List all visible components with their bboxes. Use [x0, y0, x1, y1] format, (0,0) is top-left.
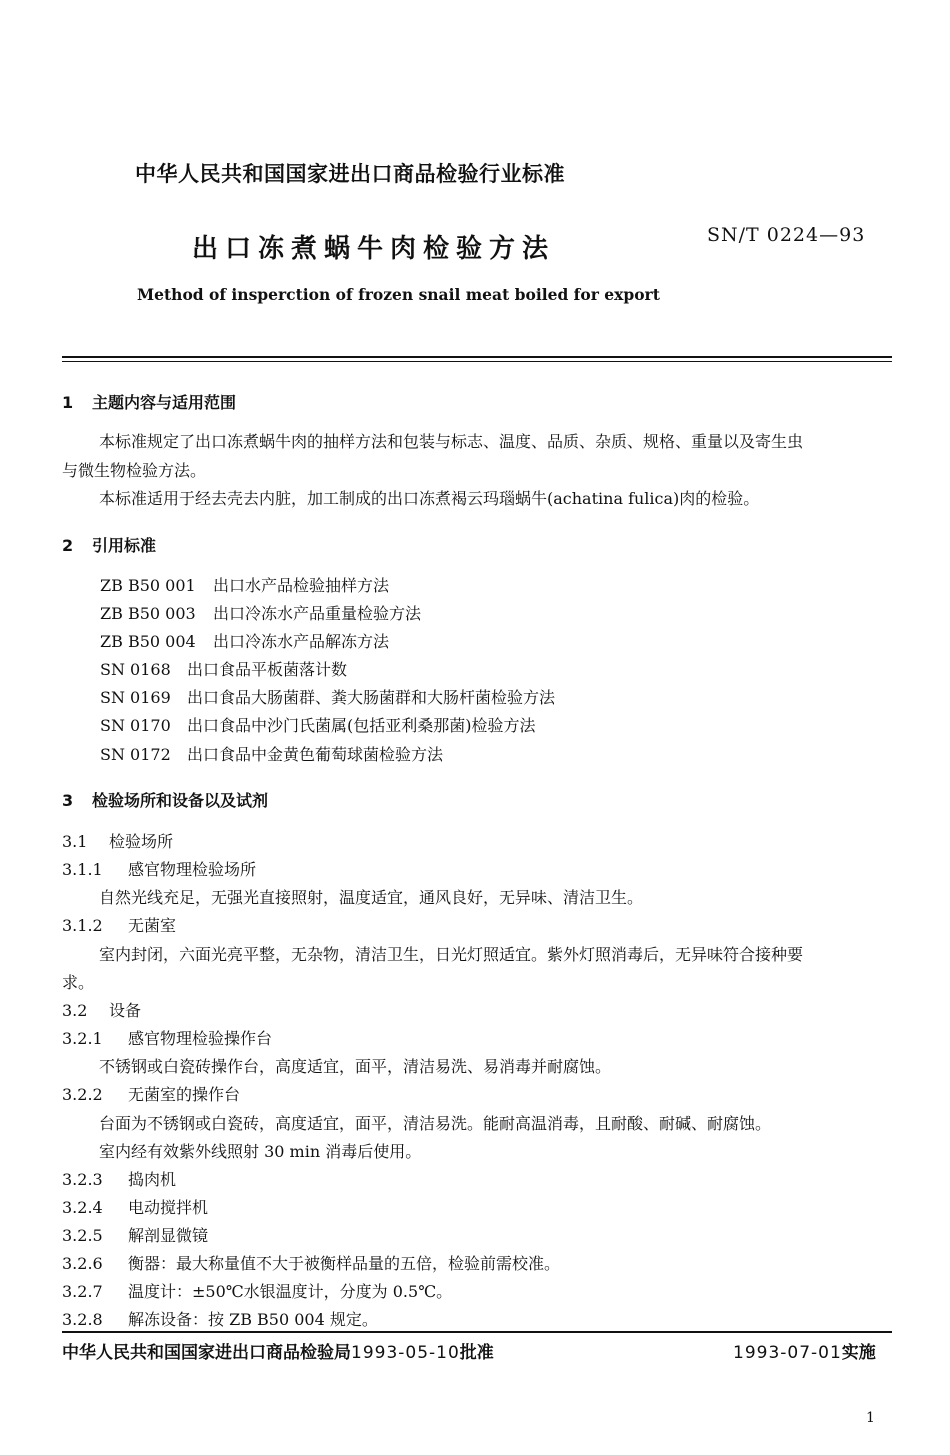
issuing-bureau: 中华人民共和国国家进出口商品检验局	[62, 1343, 351, 1363]
clause-3-1-1-text: 自然光线充足，无强光直接照射，温度适宜，通风良好，无异味、清洁卫生。	[99, 888, 644, 907]
clause-3-1-2-text-line-2: 求。	[62, 973, 95, 992]
reference-code: SN 0168	[100, 660, 171, 679]
clause-title: 电动搅拌机	[128, 1198, 209, 1217]
clause-title: 无菌室的操作台	[128, 1085, 241, 1104]
document-title: 出口冻煮蜗牛肉检验方法	[192, 234, 556, 264]
header-divider-thick	[62, 356, 892, 358]
clause-3-2-4	[62, 1195, 208, 1218]
section-title: 主题内容与适用范围	[92, 393, 237, 412]
section-number: 3	[62, 791, 74, 810]
standard-number: SN/T 0224—93	[707, 224, 866, 246]
page-number: 1	[866, 1410, 875, 1426]
clause-3-1-2-text-line-1: 室内封闭，六面光亮平整，无杂物，清洁卫生，日光灯照适宜。紫外灯照消毒后，无异味符合接种要	[99, 945, 804, 964]
section-1-paragraph-2: 本标准适用于经去壳去内脏，加工制成的出口冻煮褐云玛瑙蜗牛(achatina fulica)肉的检验。	[99, 489, 760, 508]
issuing-authority-header: 中华人民共和国国家进出口商品检验行业标准	[135, 162, 565, 186]
clause-number: 3.2.5	[62, 1226, 103, 1245]
clause-3-2-3	[62, 1167, 176, 1190]
clause-title: 设备	[109, 1001, 142, 1020]
section-number: 2	[62, 536, 74, 555]
clause-number: 3.2	[62, 1001, 88, 1020]
clause-3-2	[62, 998, 141, 1021]
clause-title: 衡器：最大称量值不大于被衡样品量的五倍，检验前需校准。	[128, 1254, 561, 1273]
reference-item	[100, 742, 443, 765]
clause-3-1-2	[62, 913, 176, 936]
clause-3-2-2-text-1: 台面为不锈钢或白瓷砖，高度适宜，面平，清洁易洗。能耐高温消毒，且耐酸、耐碱、耐腐蚀。	[99, 1114, 772, 1133]
clause-number: 3.2.4	[62, 1198, 103, 1217]
reference-name: 出口食品大肠菌群、粪大肠菌群和大肠杆菌检验方法	[187, 688, 556, 707]
reference-item	[100, 629, 389, 652]
reference-item	[100, 573, 389, 596]
clause-title: 温度计：±50℃水银温度计，分度为 0.5℃。	[128, 1282, 453, 1301]
section-number: 1	[62, 393, 74, 412]
clause-title: 感官物理检验场所	[128, 860, 257, 879]
reference-item	[100, 713, 536, 736]
clause-number: 3.2.7	[62, 1282, 103, 1301]
clause-number: 3.1.1	[62, 860, 103, 879]
reference-name: 出口食品中金黄色葡萄球菌检验方法	[187, 745, 444, 764]
reference-item	[100, 657, 347, 680]
reference-code: ZB B50 004	[100, 632, 196, 651]
clause-3-2-8	[62, 1307, 378, 1330]
issue-line	[62, 1338, 494, 1363]
implementation-label: 实施	[841, 1343, 876, 1363]
clause-number: 3.2.8	[62, 1310, 103, 1329]
section-1-paragraph-1-line-2: 与微生物检验方法。	[62, 461, 207, 480]
clause-3-2-5	[62, 1223, 208, 1246]
reference-code: SN 0169	[100, 688, 171, 707]
clause-3-2-6	[62, 1251, 560, 1274]
clause-3-1-1	[62, 857, 256, 880]
clause-3-2-1-text: 不锈钢或白瓷砖操作台，高度适宜，面平，清洁易洗、易消毒并耐腐蚀。	[99, 1057, 612, 1076]
english-title: Method of insperction of frozen snail meat boiled for export	[137, 285, 660, 304]
clause-title: 捣肉机	[128, 1170, 177, 1189]
reference-code: SN 0172	[100, 745, 171, 764]
implementation-date: 1993-07-01	[733, 1343, 842, 1363]
clause-title: 感官物理检验操作台	[128, 1029, 273, 1048]
reference-code: ZB B50 001	[100, 576, 196, 595]
reference-name: 出口冷冻水产品重量检验方法	[213, 604, 422, 623]
issue-date: 1993-05-10	[351, 1343, 460, 1363]
footer-divider	[62, 1331, 892, 1333]
section-2-heading	[62, 533, 156, 556]
reference-code: ZB B50 003	[100, 604, 196, 623]
clause-number: 3.2.3	[62, 1170, 103, 1189]
clause-number: 3.2.1	[62, 1029, 103, 1048]
clause-title: 无菌室	[128, 916, 177, 935]
issue-label: 批准	[459, 1343, 494, 1363]
section-1-paragraph-1-line-1: 本标准规定了出口冻煮蜗牛肉的抽样方法和包装与标志、温度、品质、杂质、规格、重量以及寄生虫	[99, 432, 804, 451]
reference-item	[100, 601, 421, 624]
clause-title: 解剖显微镜	[128, 1226, 209, 1245]
clause-number: 3.2.2	[62, 1085, 103, 1104]
reference-name: 出口食品中沙门氏菌属(包括亚利桑那菌)检验方法	[187, 716, 536, 735]
section-title: 引用标准	[92, 536, 157, 555]
implementation-line	[733, 1338, 876, 1363]
clause-3-2-7	[62, 1279, 452, 1302]
clause-number: 3.1	[62, 832, 88, 851]
section-3-heading	[62, 788, 268, 811]
clause-title: 检验场所	[109, 832, 174, 851]
section-title: 检验场所和设备以及试剂	[92, 791, 269, 810]
reference-name: 出口冷冻水产品解冻方法	[213, 632, 390, 651]
reference-code: SN 0170	[100, 716, 171, 735]
section-1-heading	[62, 390, 236, 413]
clause-3-2-2	[62, 1082, 240, 1105]
clause-number: 3.1.2	[62, 916, 103, 935]
reference-name: 出口水产品检验抽样方法	[213, 576, 390, 595]
clause-title: 解冻设备：按 ZB B50 004 规定。	[128, 1310, 378, 1329]
clause-number: 3.2.6	[62, 1254, 103, 1273]
clause-3-1	[62, 829, 173, 852]
header-divider-thin	[62, 361, 892, 362]
reference-name: 出口食品平板菌落计数	[187, 660, 348, 679]
clause-3-2-1	[62, 1026, 272, 1049]
reference-item	[100, 685, 555, 708]
clause-3-2-2-text-2: 室内经有效紫外线照射 30 min 消毒后使用。	[99, 1142, 422, 1161]
